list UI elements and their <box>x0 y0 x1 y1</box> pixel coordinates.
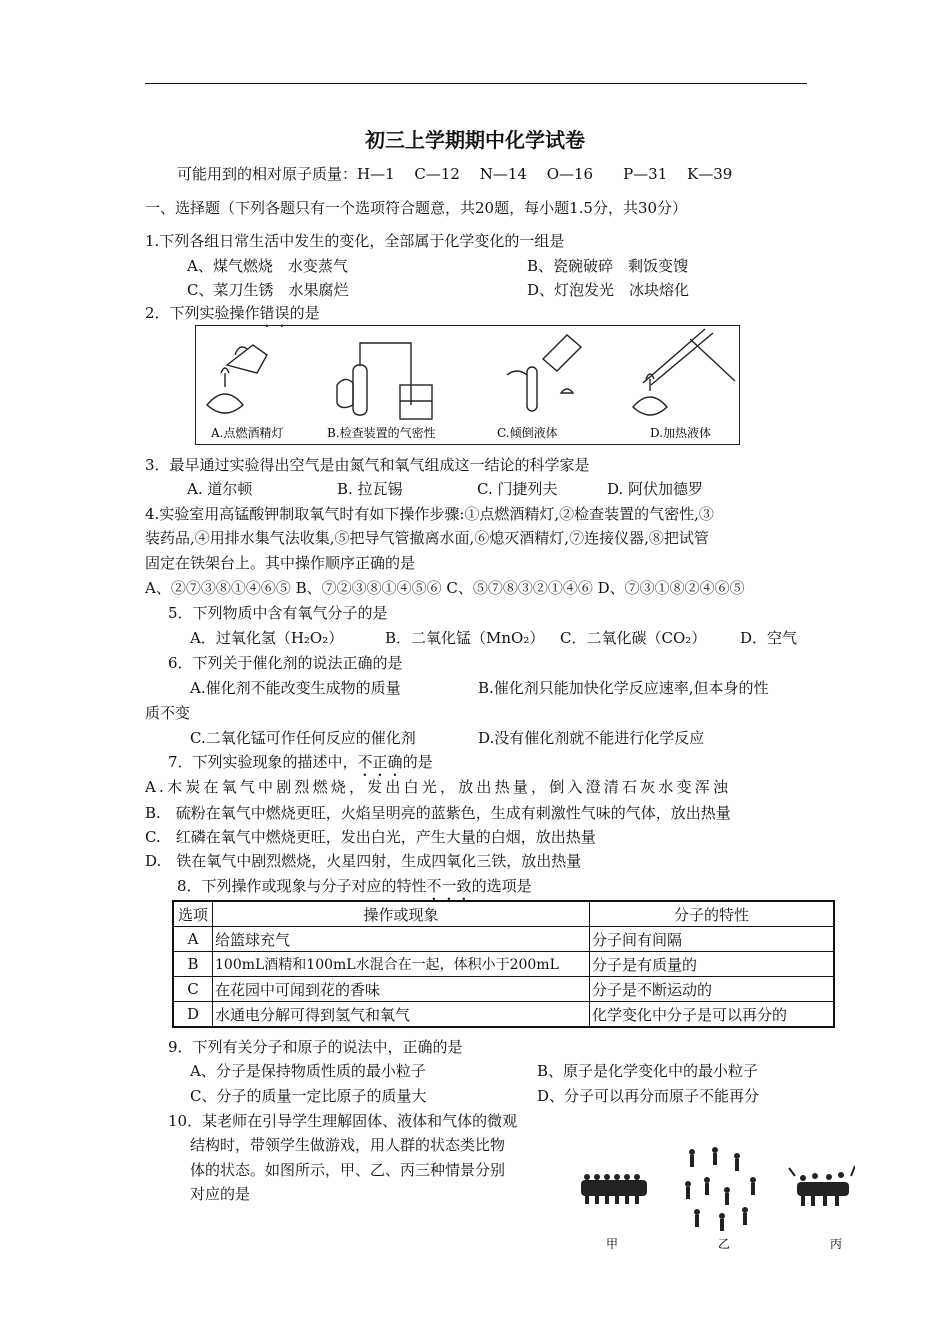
crowd-gas-icon <box>685 1147 756 1231</box>
q1-option-a: A、煤气燃烧 水变蒸气 <box>187 257 348 275</box>
q6-option-b-cont: 质不变 <box>145 704 191 722</box>
q6-option-a: A.催化剂不能改变生成物的质量 <box>190 679 401 697</box>
section-header: 一、选择题（下列各题只有一个选项符合题意，共20题，每小题1.5分，共30分） <box>145 199 688 217</box>
q8-stem-post: 的选项是 <box>471 877 532 895</box>
q8-stem-emphasis: 不一致 <box>426 877 472 895</box>
q10-label-yi: 乙 <box>718 1237 731 1251</box>
q9-option-c: C、分子的质量一定比原子的质量大 <box>190 1087 427 1105</box>
table-cell: 分子是有质量的 <box>590 952 835 977</box>
q3-option-b: B. 拉瓦锡 <box>337 480 403 498</box>
table-cell: 在花园中可闻到花的香味 <box>213 977 590 1002</box>
q1-option-d: D、灯泡发光 冰块熔化 <box>527 281 690 299</box>
table-cell: 化学变化中分子是可以再分的 <box>590 1002 835 1028</box>
table-row <box>173 952 834 977</box>
q9-option-b: B、原子是化学变化中的最小粒子 <box>537 1062 759 1080</box>
q8-stem-pre: 8．下列操作或现象与分子对应的特性 <box>177 877 427 895</box>
q10-label-jia: 甲 <box>606 1237 619 1251</box>
q6-option-d: D.没有催化剂就不能进行化学反应 <box>478 729 705 747</box>
q10-line1: 10．某老师在引导学生理解固体、液体和气体的微观 <box>168 1112 518 1130</box>
q7-stem-emphasis: 不正确 <box>357 753 403 771</box>
q5-option-d: D．空气 <box>740 629 798 647</box>
q2-caption-b: B.检查装置的气密性 <box>327 426 436 440</box>
q5-stem: 5．下列物质中含有氧气分子的是 <box>168 604 388 622</box>
table-row <box>173 1002 834 1028</box>
q2-stem-emphasis: 错误 <box>259 304 290 322</box>
header-operation: 操作或现象 <box>213 901 590 927</box>
table-cell: 分子间有间隔 <box>590 927 835 952</box>
q2-caption-c: C.倾倒液体 <box>497 426 558 440</box>
crowd-liquid-icon <box>789 1166 855 1206</box>
q4-options: A、②⑦③⑧①④⑥⑤ B、⑦②③⑧①④⑤⑥ C、⑤⑦⑧③②①④⑥ D、⑦③①⑧②④⑥⑤ <box>145 579 745 597</box>
q2-stem-pre: 2．下列实验操作 <box>145 304 260 322</box>
page-title: 初三上学期期中化学试卷 <box>365 128 585 152</box>
header-option: 选项 <box>173 901 213 927</box>
table-cell: 分子是不断运动的 <box>590 977 835 1002</box>
q10-figure <box>575 1140 855 1255</box>
q6-option-b: B.催化剂只能加快化学反应速率,但本身的性 <box>478 679 769 697</box>
q7-option-c: C. 红磷在氧气中燃烧更旺，发出白光，产生大量的白烟，放出热量 <box>145 828 596 846</box>
q1-stem: 1.下列各组日常生活中发生的变化，全部属于化学变化的一组是 <box>145 232 565 250</box>
table-cell: B <box>173 952 213 977</box>
q2-stem-post: 的是 <box>289 304 320 322</box>
table-cell: A <box>173 927 213 952</box>
q7-option-d: D. 铁在氧气中剧烈燃烧，火星四射，生成四氧化三铁，放出热量 <box>145 852 582 870</box>
pouring-liquid-c-icon <box>507 335 581 411</box>
table-row <box>173 927 834 952</box>
q1-option-b: B、瓷碗破碎 剩饭变馊 <box>527 257 689 275</box>
q9-option-d: D、分子可以再分而原子不能再分 <box>537 1087 760 1105</box>
top-rule <box>145 83 807 84</box>
q4-line2: 装药品,④用排水集气法收集,⑤把导气管撤离水面,⑥熄灭酒精灯,⑦连接仪器,⑧把试管 <box>145 529 709 547</box>
q3-option-d: D. 阿伏加德罗 <box>607 480 704 498</box>
q3-stem: 3．最早通过实验得出空气是由氮气和氧气组成这一结论的科学家是 <box>145 456 590 474</box>
q9-stem: 9．下列有关分子和原子的说法中，正确的是 <box>168 1038 463 1056</box>
q9-option-a: A、分子是保持物质性质的最小粒子 <box>190 1062 426 1080</box>
header-property: 分子的特性 <box>590 901 835 927</box>
q7-stem <box>168 752 433 780</box>
q10-line3: 体的状态。如图所示，甲、乙、丙三种情景分别 <box>190 1161 506 1179</box>
atomic-masses: 可能用到的相对原子质量：H—1 C—12 N—14 O—16 P—31 K—39 <box>177 165 733 183</box>
alcohol-lamp-a-icon <box>207 345 267 413</box>
q7-stem-pre: 7．下列实验现象的描述中， <box>168 753 358 771</box>
table-cell: C <box>173 977 213 1002</box>
q7-stem-post: 的是 <box>402 753 433 771</box>
table-header-row <box>173 901 834 927</box>
q3-option-a: A. 道尔顿 <box>187 480 253 498</box>
q4-line3: 固定在铁架台上。其中操作顺序正确的是 <box>145 554 416 572</box>
q3-option-c: C. 门捷列夫 <box>477 480 558 498</box>
q2-figure <box>195 325 740 445</box>
heating-liquid-d-icon <box>633 329 735 415</box>
q10-line2: 结构时，带领学生做游戏，用人群的状态类比物 <box>190 1136 506 1154</box>
table-cell: 100mL酒精和100mL水混合在一起，体积小于200mL <box>213 952 590 977</box>
q5-option-a: A．过氧化氢（H₂O₂） <box>190 629 344 647</box>
q2-caption-a: A.点燃酒精灯 <box>211 426 284 440</box>
table-cell: 给篮球充气 <box>213 927 590 952</box>
q1-option-c: C、菜刀生锈 水果腐烂 <box>187 281 349 299</box>
airtight-check-b-icon <box>337 343 432 419</box>
q6-option-c: C.二氧化锰可作任何反应的催化剂 <box>190 729 416 747</box>
q7-option-a: A.木炭在氧气中剧烈燃烧，发出白光，放出热量，倒入澄清石灰水变浑浊 <box>145 778 732 796</box>
q10-label-bing: 丙 <box>830 1237 843 1251</box>
table-cell: 水通电分解可得到氢气和氧气 <box>213 1002 590 1028</box>
table-row <box>173 977 834 1002</box>
q6-stem: 6．下列关于催化剂的说法正确的是 <box>168 654 403 672</box>
q2-caption-d: D.加热液体 <box>650 426 712 440</box>
q5-option-c: C．二氧化碳（CO₂） <box>560 629 707 647</box>
q4-line1: 4.实验室用高锰酸钾制取氧气时有如下操作步骤:①点燃酒精灯,②检查装置的气密性,③ <box>145 505 714 523</box>
q7-option-b: B. 硫粉在氧气中燃烧更旺，火焰呈明亮的蓝紫色，生成有刺激性气味的气体，放出热量 <box>145 804 731 822</box>
q5-option-b: B．二氧化锰（MnO₂） <box>385 629 545 647</box>
q8-table <box>172 900 835 1028</box>
q10-line4: 对应的是 <box>190 1185 251 1203</box>
table-cell: D <box>173 1002 213 1028</box>
crowd-solid-icon <box>581 1174 647 1204</box>
